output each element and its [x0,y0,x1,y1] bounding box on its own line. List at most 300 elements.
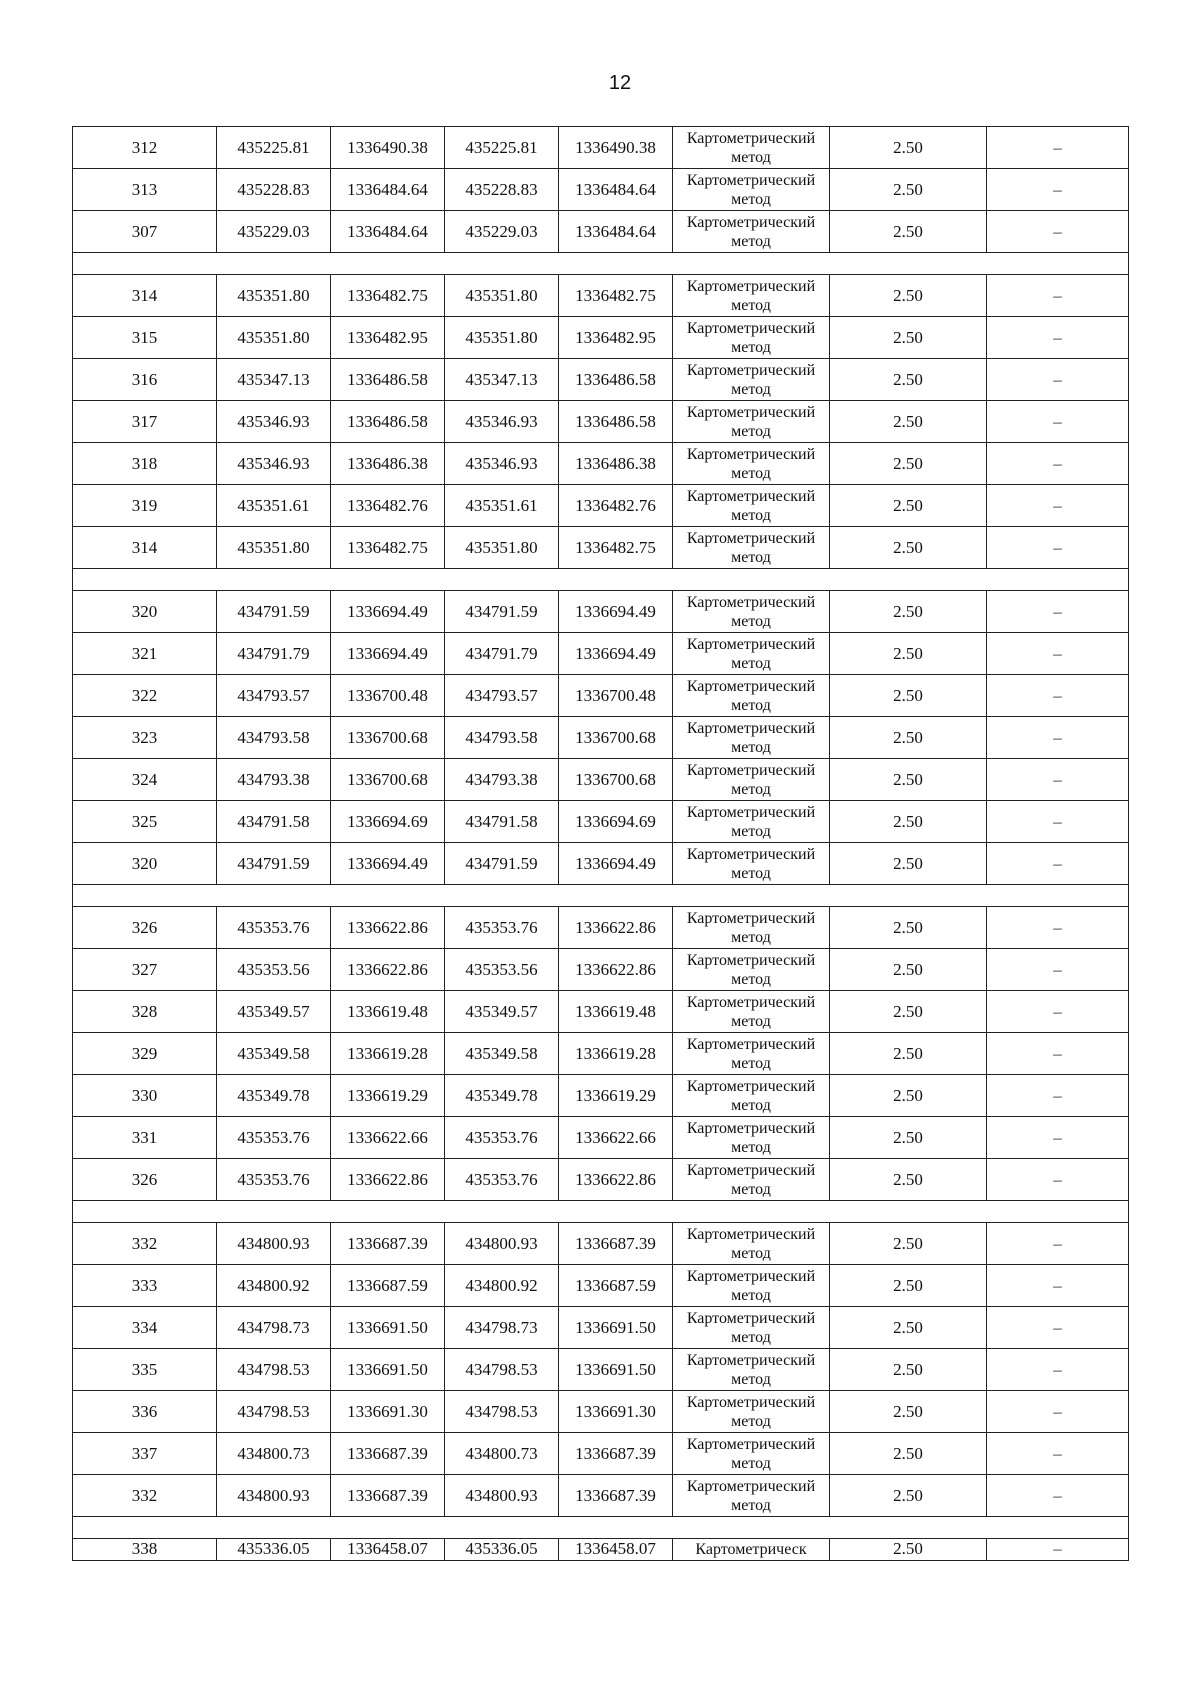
table-row [73,949,1129,991]
y-refined-cell: 1336619.29 [559,1075,673,1117]
x-existing-cell: 435353.56 [217,949,331,991]
x-existing-cell: 435349.58 [217,1033,331,1075]
table-row [73,275,1129,317]
y-refined-cell: 1336486.38 [559,443,673,485]
y-existing-cell: 1336687.39 [331,1433,445,1475]
x-existing-cell: 434798.53 [217,1349,331,1391]
y-existing-cell: 1336622.86 [331,1159,445,1201]
point-number-cell: 314 [73,527,217,569]
x-refined-cell: 434793.58 [445,717,559,759]
y-existing-cell: 1336619.48 [331,991,445,1033]
x-existing-cell: 435347.13 [217,359,331,401]
point-number-cell: 329 [73,1033,217,1075]
table-row [73,1223,1129,1265]
description-cell: – [987,591,1129,633]
y-refined-cell: 1336700.68 [559,759,673,801]
accuracy-cell: 2.50 [830,169,987,211]
separator-cell [73,1517,1129,1539]
y-refined-cell: 1336691.50 [559,1307,673,1349]
description-cell: – [987,317,1129,359]
y-existing-cell: 1336486.38 [331,443,445,485]
point-number-cell: 320 [73,843,217,885]
table-row [73,317,1129,359]
description-cell: – [987,211,1129,253]
separator-cell [73,253,1129,275]
method-cell: Картометрический метод [673,1075,830,1117]
y-existing-cell: 1336700.68 [331,759,445,801]
point-number-cell: 321 [73,633,217,675]
x-existing-cell: 435351.61 [217,485,331,527]
description-cell: – [987,1391,1129,1433]
x-refined-cell: 434800.73 [445,1433,559,1475]
table-row [73,211,1129,253]
accuracy-cell: 2.50 [830,359,987,401]
description-cell: – [987,1033,1129,1075]
x-existing-cell: 434793.58 [217,717,331,759]
x-refined-cell: 435351.80 [445,275,559,317]
description-cell: – [987,169,1129,211]
x-refined-cell: 435349.78 [445,1075,559,1117]
y-existing-cell: 1336694.49 [331,591,445,633]
x-existing-cell: 435351.80 [217,275,331,317]
description-cell: – [987,843,1129,885]
table-row [73,675,1129,717]
x-existing-cell: 435346.93 [217,401,331,443]
method-cell: Картометрический метод [673,317,830,359]
y-refined-cell: 1336694.49 [559,843,673,885]
y-refined-cell: 1336687.39 [559,1223,673,1265]
table-row [73,1075,1129,1117]
table-row [73,907,1129,949]
description-cell: – [987,675,1129,717]
y-existing-cell: 1336687.39 [331,1475,445,1517]
point-number-cell: 324 [73,759,217,801]
y-existing-cell: 1336619.29 [331,1075,445,1117]
x-refined-cell: 434793.57 [445,675,559,717]
description-cell: – [987,1075,1129,1117]
x-existing-cell: 435353.76 [217,907,331,949]
accuracy-cell: 2.50 [830,1117,987,1159]
accuracy-cell: 2.50 [830,1307,987,1349]
accuracy-cell: 2.50 [830,717,987,759]
y-refined-cell: 1336622.86 [559,1159,673,1201]
table-row [73,591,1129,633]
table-row [73,527,1129,569]
point-number-cell: 307 [73,211,217,253]
point-number-cell: 328 [73,991,217,1033]
coordinates-table [72,126,1129,1561]
accuracy-cell: 2.50 [830,127,987,169]
point-number-cell: 323 [73,717,217,759]
x-refined-cell: 434798.53 [445,1349,559,1391]
table-row [73,485,1129,527]
y-refined-cell: 1336486.58 [559,359,673,401]
accuracy-cell: 2.50 [830,759,987,801]
y-existing-cell: 1336622.86 [331,907,445,949]
method-cell: Картометрический метод [673,675,830,717]
x-existing-cell: 434793.57 [217,675,331,717]
table-row [73,759,1129,801]
description-cell: – [987,759,1129,801]
x-existing-cell: 435229.03 [217,211,331,253]
x-existing-cell: 435351.80 [217,527,331,569]
y-existing-cell: 1336482.76 [331,485,445,527]
table-row [73,991,1129,1033]
point-number-cell: 338 [73,1539,217,1561]
accuracy-cell: 2.50 [830,1433,987,1475]
table-row [73,1159,1129,1201]
y-refined-cell: 1336482.75 [559,275,673,317]
table-row [73,633,1129,675]
x-refined-cell: 434800.93 [445,1223,559,1265]
accuracy-cell: 2.50 [830,633,987,675]
description-cell: – [987,1223,1129,1265]
y-refined-cell: 1336694.49 [559,591,673,633]
table-row [73,169,1129,211]
x-refined-cell: 434798.73 [445,1307,559,1349]
description-cell: – [987,1159,1129,1201]
point-number-cell: 317 [73,401,217,443]
x-existing-cell: 434793.38 [217,759,331,801]
accuracy-cell: 2.50 [830,843,987,885]
description-cell: – [987,1475,1129,1517]
accuracy-cell: 2.50 [830,1349,987,1391]
x-existing-cell: 435349.57 [217,991,331,1033]
point-number-cell: 314 [73,275,217,317]
y-refined-cell: 1336691.30 [559,1391,673,1433]
accuracy-cell: 2.50 [830,1539,987,1561]
point-number-cell: 331 [73,1117,217,1159]
x-existing-cell: 434800.92 [217,1265,331,1307]
method-cell: Картометрический метод [673,485,830,527]
accuracy-cell: 2.50 [830,443,987,485]
x-refined-cell: 435228.83 [445,169,559,211]
point-number-cell: 325 [73,801,217,843]
method-cell: Картометрический метод [673,717,830,759]
y-refined-cell: 1336687.39 [559,1475,673,1517]
x-refined-cell: 434791.59 [445,843,559,885]
point-number-cell: 327 [73,949,217,991]
table-row [73,801,1129,843]
x-existing-cell: 434791.58 [217,801,331,843]
x-refined-cell: 434793.38 [445,759,559,801]
x-existing-cell: 434791.79 [217,633,331,675]
description-cell: – [987,1349,1129,1391]
method-cell: Картометрический метод [673,591,830,633]
description-cell: – [987,359,1129,401]
table-row [73,717,1129,759]
x-existing-cell: 435353.76 [217,1159,331,1201]
group-separator-row [73,569,1129,591]
y-existing-cell: 1336691.50 [331,1349,445,1391]
method-cell: Картометрическ [673,1539,830,1561]
description-cell: – [987,1307,1129,1349]
group-separator-row [73,1517,1129,1539]
table-row [73,1539,1129,1561]
accuracy-cell: 2.50 [830,1223,987,1265]
separator-cell [73,569,1129,591]
point-number-cell: 337 [73,1433,217,1475]
method-cell: Картометрический метод [673,443,830,485]
x-refined-cell: 434800.92 [445,1265,559,1307]
x-refined-cell: 435349.57 [445,991,559,1033]
accuracy-cell: 2.50 [830,991,987,1033]
y-existing-cell: 1336486.58 [331,359,445,401]
description-cell: – [987,443,1129,485]
table-row [73,1391,1129,1433]
table-row [73,1475,1129,1517]
description-cell: – [987,949,1129,991]
method-cell: Картометрический метод [673,127,830,169]
method-cell: Картометрический метод [673,1475,830,1517]
y-existing-cell: 1336622.86 [331,949,445,991]
description-cell: – [987,1265,1129,1307]
x-refined-cell: 435351.80 [445,527,559,569]
y-existing-cell: 1336687.39 [331,1223,445,1265]
method-cell: Картометрический метод [673,401,830,443]
y-refined-cell: 1336622.86 [559,907,673,949]
x-existing-cell: 435351.80 [217,317,331,359]
y-refined-cell: 1336458.07 [559,1539,673,1561]
method-cell: Картометрический метод [673,359,830,401]
method-cell: Картометрический метод [673,527,830,569]
point-number-cell: 313 [73,169,217,211]
description-cell: – [987,1433,1129,1475]
point-number-cell: 332 [73,1223,217,1265]
y-refined-cell: 1336700.48 [559,675,673,717]
x-refined-cell: 434791.58 [445,801,559,843]
x-refined-cell: 435353.56 [445,949,559,991]
y-existing-cell: 1336619.28 [331,1033,445,1075]
x-existing-cell: 434791.59 [217,591,331,633]
x-refined-cell: 435351.61 [445,485,559,527]
method-cell: Картометрический метод [673,1307,830,1349]
x-existing-cell: 434800.93 [217,1223,331,1265]
accuracy-cell: 2.50 [830,1075,987,1117]
point-number-cell: 326 [73,907,217,949]
point-number-cell: 334 [73,1307,217,1349]
method-cell: Картометрический метод [673,1433,830,1475]
table-row [73,1349,1129,1391]
y-existing-cell: 1336486.58 [331,401,445,443]
method-cell: Картометрический метод [673,949,830,991]
y-existing-cell: 1336694.49 [331,633,445,675]
point-number-cell: 315 [73,317,217,359]
y-existing-cell: 1336490.38 [331,127,445,169]
y-refined-cell: 1336687.59 [559,1265,673,1307]
accuracy-cell: 2.50 [830,949,987,991]
x-refined-cell: 435346.93 [445,401,559,443]
y-refined-cell: 1336622.66 [559,1117,673,1159]
x-existing-cell: 435225.81 [217,127,331,169]
x-refined-cell: 434791.79 [445,633,559,675]
x-refined-cell: 435347.13 [445,359,559,401]
x-refined-cell: 434800.93 [445,1475,559,1517]
table-row [73,1307,1129,1349]
x-refined-cell: 435229.03 [445,211,559,253]
point-number-cell: 332 [73,1475,217,1517]
table-row [73,1033,1129,1075]
y-existing-cell: 1336691.30 [331,1391,445,1433]
description-cell: – [987,1539,1129,1561]
accuracy-cell: 2.50 [830,1391,987,1433]
description-cell: – [987,401,1129,443]
y-existing-cell: 1336694.69 [331,801,445,843]
description-cell: – [987,633,1129,675]
y-existing-cell: 1336458.07 [331,1539,445,1561]
y-existing-cell: 1336484.64 [331,211,445,253]
accuracy-cell: 2.50 [830,1265,987,1307]
x-refined-cell: 435353.76 [445,1159,559,1201]
x-refined-cell: 435336.05 [445,1539,559,1561]
y-refined-cell: 1336694.49 [559,633,673,675]
y-refined-cell: 1336482.76 [559,485,673,527]
x-existing-cell: 434791.59 [217,843,331,885]
method-cell: Картометрический метод [673,275,830,317]
separator-cell [73,1201,1129,1223]
method-cell: Картометрический метод [673,211,830,253]
method-cell: Картометрический метод [673,169,830,211]
accuracy-cell: 2.50 [830,1475,987,1517]
x-existing-cell: 434798.73 [217,1307,331,1349]
accuracy-cell: 2.50 [830,317,987,359]
x-refined-cell: 435351.80 [445,317,559,359]
y-refined-cell: 1336619.28 [559,1033,673,1075]
y-existing-cell: 1336687.59 [331,1265,445,1307]
y-existing-cell: 1336691.50 [331,1307,445,1349]
table-row [73,1433,1129,1475]
method-cell: Картометрический метод [673,1391,830,1433]
accuracy-cell: 2.50 [830,1159,987,1201]
description-cell: – [987,991,1129,1033]
y-existing-cell: 1336700.68 [331,717,445,759]
accuracy-cell: 2.50 [830,275,987,317]
x-refined-cell: 435225.81 [445,127,559,169]
method-cell: Картометрический метод [673,1159,830,1201]
y-existing-cell: 1336482.95 [331,317,445,359]
point-number-cell: 320 [73,591,217,633]
accuracy-cell: 2.50 [830,907,987,949]
point-number-cell: 316 [73,359,217,401]
table-row [73,843,1129,885]
y-refined-cell: 1336687.39 [559,1433,673,1475]
method-cell: Картометрический метод [673,801,830,843]
point-number-cell: 326 [73,1159,217,1201]
table-row [73,1265,1129,1307]
method-cell: Картометрический метод [673,1033,830,1075]
y-refined-cell: 1336484.64 [559,169,673,211]
y-refined-cell: 1336691.50 [559,1349,673,1391]
point-number-cell: 336 [73,1391,217,1433]
y-refined-cell: 1336694.69 [559,801,673,843]
y-refined-cell: 1336622.86 [559,949,673,991]
x-refined-cell: 435353.76 [445,1117,559,1159]
x-refined-cell: 435353.76 [445,907,559,949]
y-refined-cell: 1336482.75 [559,527,673,569]
method-cell: Картометрический метод [673,759,830,801]
x-refined-cell: 434798.53 [445,1391,559,1433]
y-existing-cell: 1336622.66 [331,1117,445,1159]
y-refined-cell: 1336700.68 [559,717,673,759]
method-cell: Картометрический метод [673,1223,830,1265]
x-existing-cell: 434798.53 [217,1391,331,1433]
description-cell: – [987,801,1129,843]
x-existing-cell: 435346.93 [217,443,331,485]
y-existing-cell: 1336700.48 [331,675,445,717]
table-row [73,127,1129,169]
point-number-cell: 312 [73,127,217,169]
point-number-cell: 335 [73,1349,217,1391]
x-existing-cell: 435228.83 [217,169,331,211]
x-refined-cell: 434791.59 [445,591,559,633]
table-row [73,401,1129,443]
y-existing-cell: 1336482.75 [331,527,445,569]
accuracy-cell: 2.50 [830,401,987,443]
x-refined-cell: 435349.58 [445,1033,559,1075]
y-refined-cell: 1336619.48 [559,991,673,1033]
y-existing-cell: 1336482.75 [331,275,445,317]
accuracy-cell: 2.50 [830,1033,987,1075]
page-number: 12 [608,72,632,94]
x-existing-cell: 435349.78 [217,1075,331,1117]
y-refined-cell: 1336482.95 [559,317,673,359]
method-cell: Картометрический метод [673,843,830,885]
x-existing-cell: 435336.05 [217,1539,331,1561]
accuracy-cell: 2.50 [830,591,987,633]
table-body [73,127,1129,1561]
accuracy-cell: 2.50 [830,527,987,569]
description-cell: – [987,527,1129,569]
y-existing-cell: 1336484.64 [331,169,445,211]
table-row [73,359,1129,401]
group-separator-row [73,253,1129,275]
accuracy-cell: 2.50 [830,801,987,843]
point-number-cell: 330 [73,1075,217,1117]
accuracy-cell: 2.50 [830,211,987,253]
table-row [73,443,1129,485]
accuracy-cell: 2.50 [830,675,987,717]
method-cell: Картометрический метод [673,1265,830,1307]
method-cell: Картометрический метод [673,907,830,949]
method-cell: Картометрический метод [673,1349,830,1391]
point-number-cell: 319 [73,485,217,527]
x-refined-cell: 435346.93 [445,443,559,485]
description-cell: – [987,275,1129,317]
method-cell: Картометрический метод [673,991,830,1033]
group-separator-row [73,1201,1129,1223]
y-refined-cell: 1336486.58 [559,401,673,443]
description-cell: – [987,485,1129,527]
separator-cell [73,885,1129,907]
point-number-cell: 322 [73,675,217,717]
description-cell: – [987,907,1129,949]
x-existing-cell: 435353.76 [217,1117,331,1159]
point-number-cell: 318 [73,443,217,485]
group-separator-row [73,885,1129,907]
method-cell: Картометрический метод [673,1117,830,1159]
accuracy-cell: 2.50 [830,485,987,527]
description-cell: – [987,717,1129,759]
table-row [73,1117,1129,1159]
x-existing-cell: 434800.73 [217,1433,331,1475]
point-number-cell: 333 [73,1265,217,1307]
y-existing-cell: 1336694.49 [331,843,445,885]
description-cell: – [987,1117,1129,1159]
description-cell: – [987,127,1129,169]
y-refined-cell: 1336484.64 [559,211,673,253]
method-cell: Картометрический метод [673,633,830,675]
y-refined-cell: 1336490.38 [559,127,673,169]
